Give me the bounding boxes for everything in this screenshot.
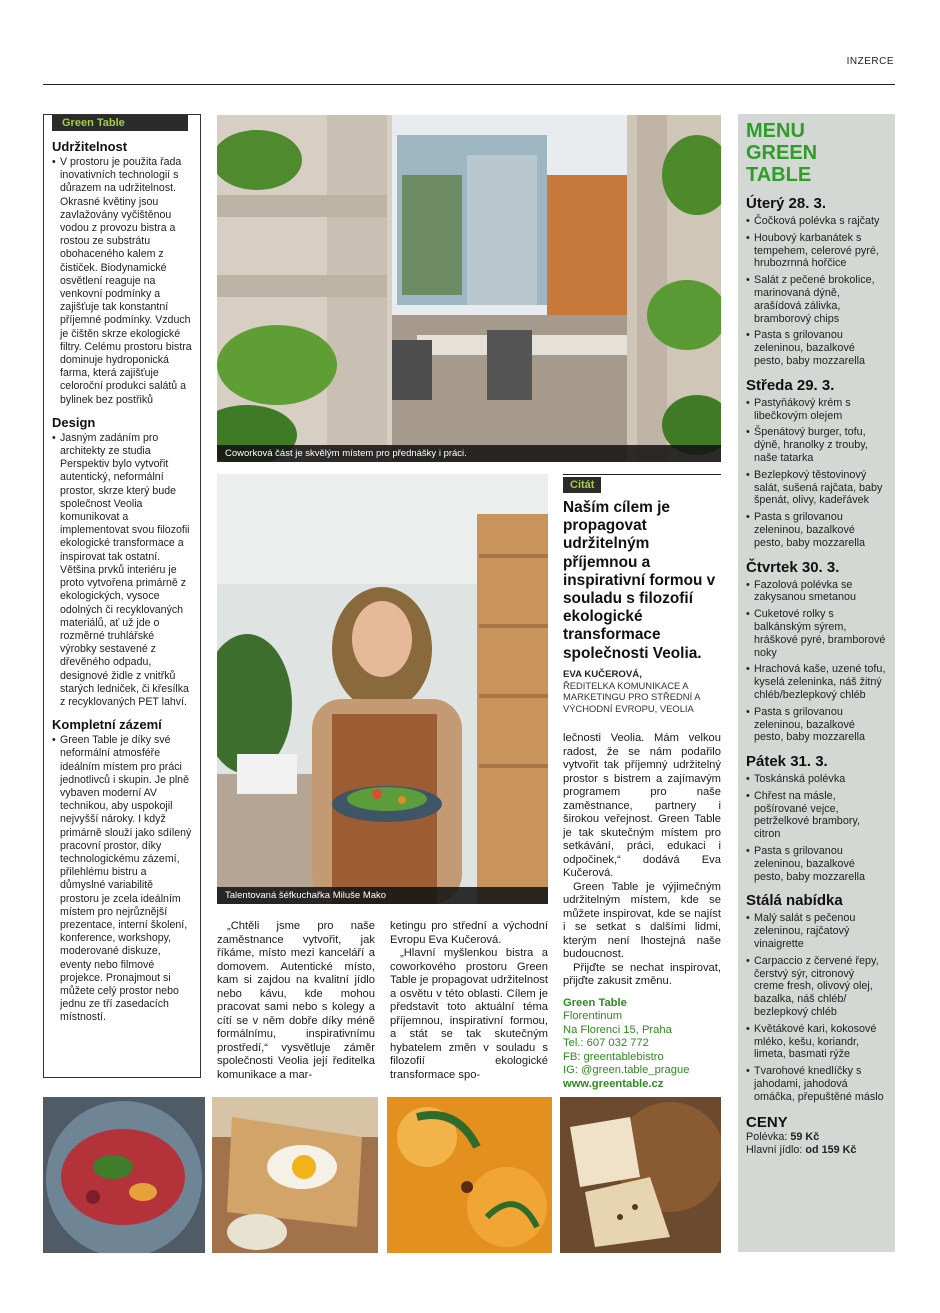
sidebar-text-facilities: • Green Table je díky své neformální atmosféře ideálním místem pro práci jednotlivců i skupin. Je plně vybaven moderní AV technikou, aby uspokojil nejvyšší nároky. I když primárně slouží jako sdílený pracovní prostor, díky technologickému zázemí, přilehlému bistru a důmyslné variabilitě prostoru je zcela ideálním místem pro nejrůznější prezentace, interní školení, konference, workshopy, moderované diskuze, eventy nebo filmové projekce. Pronajmout si můžete celý prostor nebo jednu ze tří zasedacích místností. — [52, 734, 192, 1024]
price-label: Polévka: — [746, 1130, 788, 1143]
menu-item: • Cuketové rolky s balkánským sýrem, hráškové pyré, bramborové noky — [746, 608, 887, 659]
menu-day-permanent: Stálá nabídka — [746, 892, 843, 910]
menu-item: • Pasta s grilovanou zeleninou, bazalkové pesto, baby mozzarella — [746, 511, 887, 549]
menu-item: • Čočková polévka s rajčaty — [746, 215, 887, 228]
article-paragraph: Green Table je výjimečným udržitelným místem, kde se můžete inspirovat, kde se najíst i se setkat s dalšími lidmi, kterým není lhostejná naše budoucnost. — [563, 880, 721, 960]
menu-item: • Chřest na másle, pošírované vejce, petrželkové brambory, citron — [746, 790, 887, 841]
menu-day-tuesday: Úterý 28. 3. — [746, 195, 827, 212]
menu-item: • Salát z pečené brokolice, marinovaná dýně, arašídová zálivka, bramborový chips — [746, 274, 887, 325]
menu-item: • Špenátový burger, tofu, dýně, hranolky z trouby, naše tatarka — [746, 426, 887, 464]
bread-image — [560, 1097, 721, 1253]
contact-facebook[interactable]: FB: greentablebistro — [563, 1050, 664, 1063]
article-paragraph: „Hlavní myšlenkou bistra a coworkového prostoru Green Table je propagovat udržitelnost a osvětu v této oblasti. Cílem je představit toto aktuální téma příjemnou, inspirativní formou, a stát se tak skutečným hybatelem změn v souladu s filozofií ekologické transformace spo- — [390, 947, 548, 1081]
article-paragraph: Přijďte se nechat inspirovat, přijďte zakusit změnu. — [563, 961, 721, 987]
chef-image — [217, 474, 548, 904]
price-value: 59 Kč — [790, 1130, 820, 1143]
section-label: INZERCE — [846, 56, 894, 67]
chef-caption: Talentovaná šéfkuchařka Miluše Mako — [217, 887, 548, 904]
menu-item: • Tvarohové knedlíčky s jahodami, jahodová omáčka, přepuštěné máslo — [746, 1065, 887, 1103]
sidebar-heading-sustainability: Udržitelnost — [52, 139, 128, 154]
contact-address: Na Florenci 15, Praha — [563, 1023, 672, 1036]
menu-item: • Carpaccio z červené řepy, čerstvý sýr, citronový creme fresh, olivový olej, bazalka, náš chléb/ bezlepkový chléb — [746, 955, 887, 1019]
coworking-photo — [217, 115, 721, 462]
header-rule — [43, 84, 895, 85]
contact-instagram[interactable]: IG: @green.table_prague — [563, 1064, 690, 1076]
sidebar-text-design: • Jasným zadáním pro architekty ze studia Perspektiv bylo vytvořit autentický, neformální prostor, skrze který bude společnost Veolia komunikovat a implementovat svou filozofii ekologické transformace a inspirovat tak ostatní. Většina prvků interiéru je proto vytvořena primárně z ekologických, vysoce odolných či recyklovaných materiálů, ať už jde o rozměrné truhlářské výrobky sestavené z dřevěného odpadu, designové židle z vnitřků starých ledniček, či křesílka z recyklovaných PET lahví. — [52, 432, 192, 709]
toast-egg-image — [212, 1097, 378, 1253]
menu-title-line1: MENU — [746, 120, 805, 142]
article-paragraph: „Chtěli jsme pro naše zaměstnance vytvořit, jak říkáme, místo mezi kanceláří a domovem. Autentické místo, kam si zajdou na kvalitní jídlo nebo kávu, kde mohou pracovat sami nebo s kolegy a cítí se v něm dobře díky méně formálnímu, inspirativnímu prostředí,“ vysvětluje záměr společnosti Veolia její ředitelka komunikace a mar- — [217, 920, 375, 1081]
menu-item: • Fazolová polévka se zakysanou smetanou — [746, 579, 887, 605]
menu-item: • Houbový karbanátek s tempehem, celerové pyré, hrubozrnná hořčice — [746, 232, 887, 270]
menu-day-thursday: Čtvrtek 30. 3. — [746, 558, 840, 576]
menu-item: • Pasta s grilovanou zeleninou, bazalkové pesto, baby mozzarella — [746, 329, 887, 367]
contact-place: Florentinum — [563, 1010, 623, 1022]
coworking-image — [217, 115, 721, 462]
contact-phone[interactable]: Tel.: 607 032 772 — [563, 1037, 649, 1049]
article-paragraph: lečnosti Veolia. Mám velkou radost, že se nám podařilo vytvořit tak příjemný udržitelný prostor s bistrem a zajímavým programem pro naše zaměstnance, partnery i širokou veřejnost. Green Table je tak skutečným místem pro setkávání, práci, edukaci i odpočinek,“ dodává Eva Kučerová. — [563, 732, 721, 879]
menu-item: • Pasta s grilovanou zeleninou, bazalkové pesto, baby mozzarella — [746, 706, 887, 744]
quote-rule — [563, 474, 721, 475]
coworking-caption: Coworková část je skvělým místem pro přednášky i práci. — [217, 445, 721, 462]
price-row-soup — [746, 1131, 887, 1144]
menu-day-wednesday: Středa 29. 3. — [746, 376, 835, 394]
quote-tag: Citát — [563, 477, 601, 493]
menu-item: • Květákové kari, kokosové mléko, kešu, koriandr, limeta, basmati rýže — [746, 1023, 887, 1061]
menu-box — [738, 114, 895, 1252]
menu-item: • Toskánská polévka — [746, 773, 887, 786]
menu-item: • Pasta s grilovanou zeleninou, bazalkové pesto, baby mozzarella — [746, 845, 887, 883]
chef-photo — [217, 474, 548, 904]
menu-title-line2: GREEN TABLE — [746, 142, 818, 186]
quote-box — [563, 474, 721, 714]
sidebar-text-sustainability: • V prostoru je použita řada inovativních technologií s důrazem na udržitelnost. Okrasné květiny jsou zavlažovány vyčištěnou vodou z provozu bistra a rostou ze substrátu obohaceného kalem z čističek. Biodynamické osvětlení reaguje na venkovní podmínky a zajišťuje tak konstantní příjemné podmínky. Vzduch je čištěn skrze ekologické filtry. Celému prostoru bistra dominuje hydroponická farma, která zajišťuje celoroční produkci salátů a bylinek bez postřiků — [52, 156, 192, 407]
menu-item: • Malý salát s pečenou zeleninou, rajčatový vinaigrette — [746, 912, 887, 950]
menu-item: • Pastyňákový krém s libečkovým olejem — [746, 397, 887, 423]
article-column-2 — [390, 920, 548, 1082]
menu-day-friday: Pátek 31. 3. — [746, 753, 828, 771]
quote-author: EVA KUČEROVÁ, — [563, 668, 642, 680]
orange-dessert-image — [387, 1097, 552, 1253]
sidebar-heading-design: Design — [52, 414, 96, 430]
menu-item: • Bezlepkový těstovinový salát, sušená rajčata, baby špenát, olivy, kadeřávek — [746, 469, 887, 507]
food-photo-bread — [560, 1097, 721, 1253]
quote-text: Naším cílem je propagovat udržitelným příjemnou a inspirativní formou v souladu s filozofií ekologické transformace společnosti Veolia. — [563, 499, 716, 662]
sidebar-box — [43, 114, 201, 1078]
contact-website-link[interactable]: www.greentable.cz — [563, 1077, 664, 1090]
quote-role: ŘEDITELKA KOMUNIKACE A MARKETINGU PRO STŘEDNÍ A VÝCHODNÍ EVROPU, VEOLIA — [563, 679, 700, 714]
sidebar-heading-facilities: Kompletní zázemí — [52, 717, 162, 733]
food-photo-toast-egg — [212, 1097, 378, 1253]
article-column-1 — [217, 920, 375, 1082]
contact-name: Green Table — [563, 996, 627, 1009]
beet-dish-image — [43, 1097, 205, 1253]
price-value: od 159 Kč — [805, 1143, 857, 1156]
article-column-3 — [563, 732, 721, 1091]
price-row-main — [746, 1144, 887, 1157]
prices-title: CENY — [746, 1113, 788, 1131]
price-label: Hlavní jídlo: — [746, 1143, 803, 1156]
food-photo-orange-dessert — [387, 1097, 552, 1253]
contact-block — [563, 997, 721, 1092]
food-photo-beet-dish — [43, 1097, 205, 1253]
menu-item: • Hrachová kaše, uzené tofu, kyselá zeleninka, náš žitný chléb/bezlepkový chléb — [746, 663, 887, 701]
sidebar-tag: Green Table — [52, 115, 188, 131]
article-paragraph: ketingu pro střední a východní Evropu Eva Kučerová. — [390, 920, 548, 946]
